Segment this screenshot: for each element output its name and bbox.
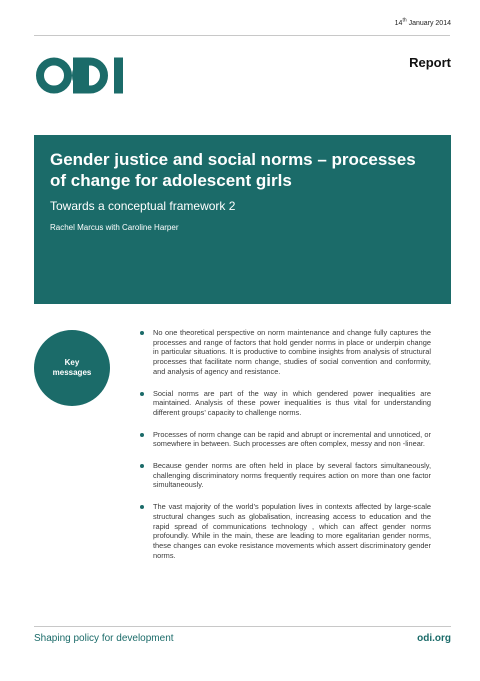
footer-divider: [34, 626, 451, 627]
footer-tagline: Shaping policy for development: [34, 633, 174, 644]
bullet-icon: [140, 331, 144, 335]
title-banner: [34, 135, 451, 304]
date-suffix: th: [402, 17, 407, 24]
key-message-text: No one theoretical perspective on norm maintenance and change fully captures the processes and range of factors that hold gender norms in place or underpin change in particular situations. It is productive to combine insights from analysis of structural processes that facilitate norm change, studies of social convention and conformity, and analysis of agency and resistance.: [153, 328, 431, 376]
bullet-icon: [140, 433, 144, 437]
key-messages-label: Key messages: [52, 358, 92, 377]
date-day: 14: [394, 20, 403, 27]
key-messages-list: [140, 328, 431, 572]
key-message-item: [140, 389, 431, 418]
document-type-label: Report: [409, 55, 451, 70]
key-messages-badge: [34, 330, 110, 406]
bullet-icon: [140, 505, 144, 509]
key-message-item: [140, 502, 431, 560]
key-message-text: Processes of norm change can be rapid and abrupt or incremental and unnoticed, or somewhere in between. Such processes are often complex, messy and non -linear.: [153, 429, 431, 449]
key-message-text: The vast majority of the world’s population lives in contexts affected by large-scale structural changes such as globalisation, increasing access to education and the rapid spread of communications technology , which can affect gender norms profoundly. While in the main, these are leading to more egalitarian gender norms, these changes can evoke resistance movements which assert discriminatory gender norms.: [153, 502, 431, 560]
report-authors: Rachel Marcus with Caroline Harper: [50, 223, 179, 232]
report-title: Gender justice and social norms – processes of change for adolescent girls: [50, 150, 416, 190]
key-message-item: [140, 461, 431, 490]
date-month-year: January 2014: [406, 20, 451, 27]
key-message-item: [140, 430, 431, 449]
report-date: [394, 17, 451, 27]
key-message-item: [140, 328, 431, 377]
bullet-icon: [140, 392, 144, 396]
odi-logo: [35, 53, 130, 98]
header-divider: [34, 35, 450, 36]
report-subtitle: Towards a conceptual framework 2: [50, 199, 236, 213]
key-message-text: Social norms are part of the way in which gendered power inequalities are maintained. Analysis of these power inequalities is thus vital for understanding different groups’ capacity to challenge norms.: [153, 388, 431, 417]
key-message-text: Because gender norms are often held in place by several factors simultaneously, challenging discriminatory norms frequently requires action on more than one factor simultaneously.: [153, 461, 431, 490]
bullet-icon: [140, 464, 144, 468]
footer-website-link[interactable]: odi.org: [417, 633, 451, 644]
